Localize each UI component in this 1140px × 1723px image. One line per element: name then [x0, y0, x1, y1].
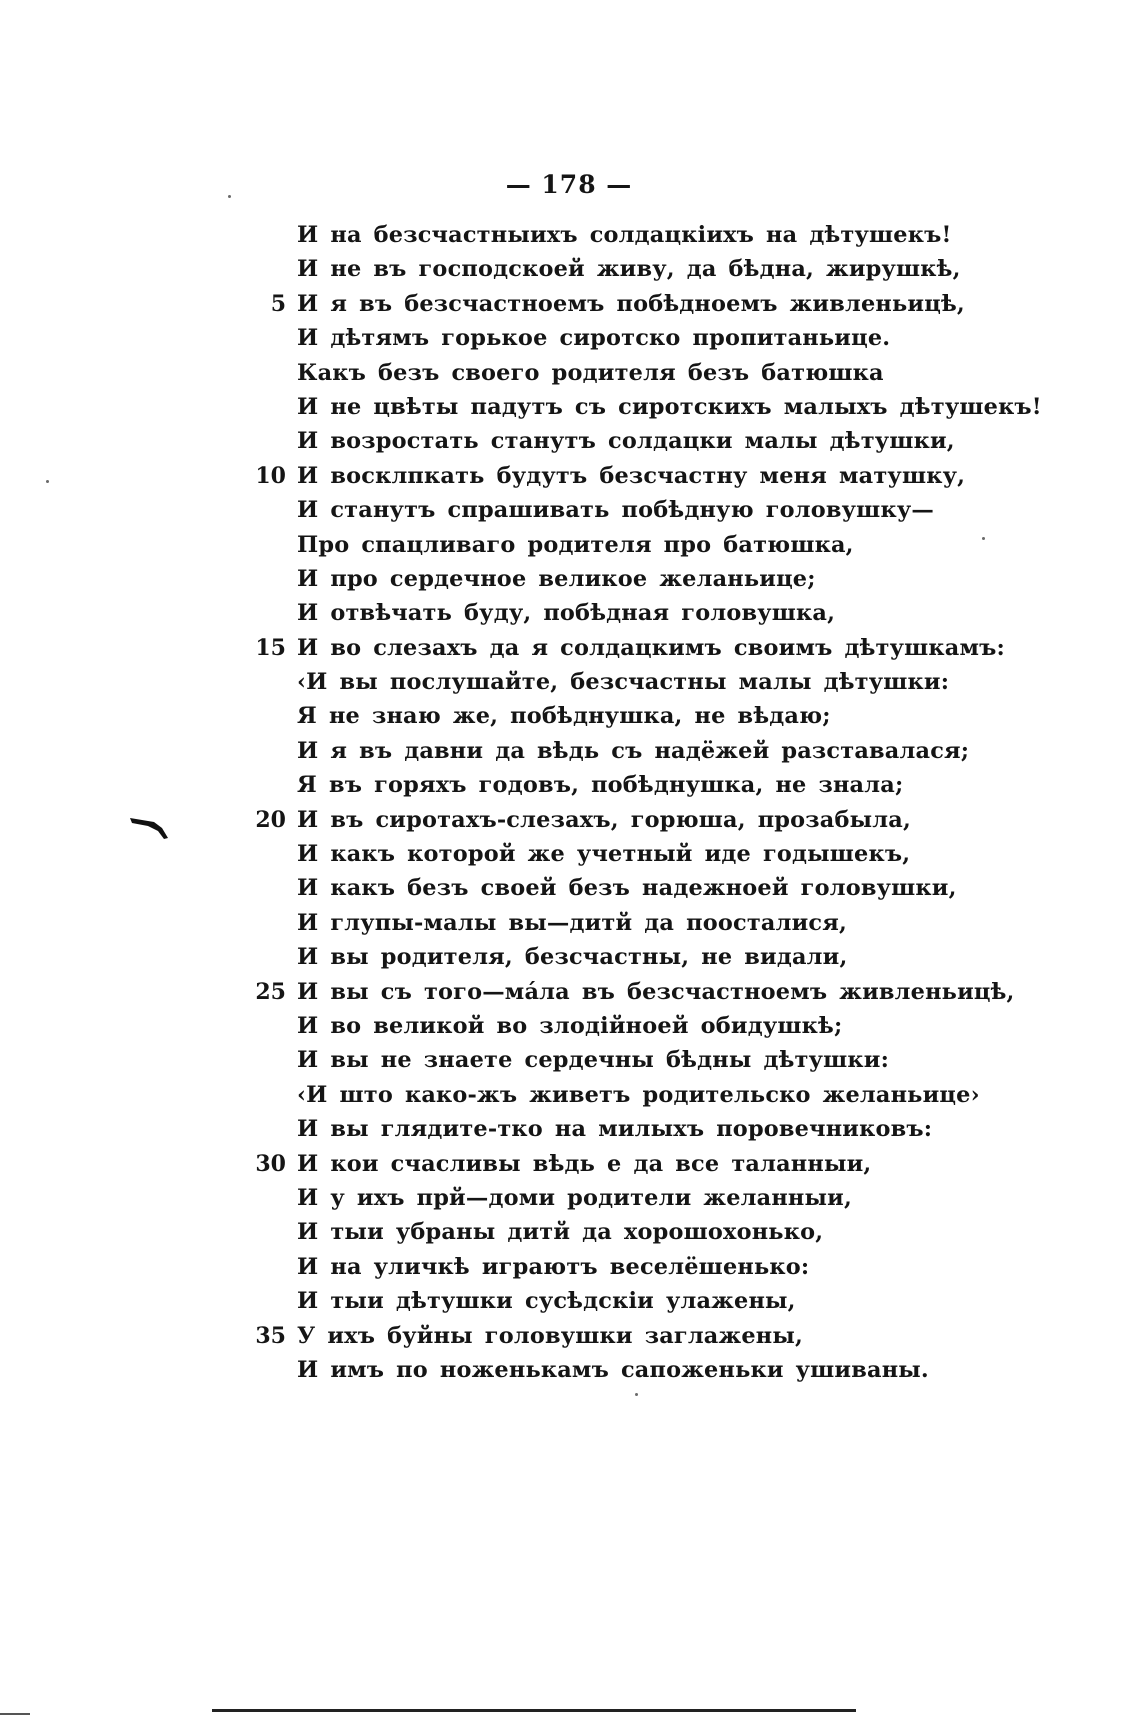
verse-text: И тыи дѣтушки сусѣдскiи улажены,: [297, 1288, 796, 1315]
verse-line: [0, 1250, 1140, 1284]
verse-text: И станутъ спрашивать побѣдную головушку—: [297, 497, 934, 524]
verse-line: [0, 665, 1140, 699]
verse-text: И восклпкать будутъ безсчастну меня матушку,: [297, 462, 966, 489]
verse-text: И во слезахъ да я солдацкимъ своимъ дѣтушкамъ:: [297, 634, 1005, 661]
verse-text: И я въ безсчастноемъ побѣдноемъ живленьицѣ,: [297, 290, 965, 317]
verse-text: У ихъ буйны головушки заглажены,: [297, 1322, 803, 1349]
verse-line: [0, 218, 1140, 252]
verse-line: [0, 1215, 1140, 1249]
verse-line: [0, 1009, 1140, 1043]
line-number: 15: [255, 634, 286, 661]
verse-line: [0, 562, 1140, 596]
verse-text: Про спацливаго родителя про батюшка,: [297, 531, 854, 558]
verse-line: [0, 390, 1140, 424]
verse-line: [0, 459, 1140, 493]
verse-text: И про сердечное великое желаньице;: [297, 565, 816, 592]
bottom-rule: [212, 1709, 856, 1712]
verse-line: [0, 321, 1140, 355]
verse-text: ‹И вы послушайте, безсчастны малы дѣтушки:: [297, 669, 950, 696]
verse-line: [0, 528, 1140, 562]
verse-line: [0, 631, 1140, 665]
verse-line: [0, 940, 1140, 974]
verse-text: И вы не знаете сердечны бѣдны дѣтушки:: [297, 1047, 890, 1074]
line-number: 25: [255, 978, 286, 1005]
verse-text: И я въ давни да вѣдь съ надёжей разставалася;: [297, 737, 970, 764]
scan-mark-icon: [128, 812, 178, 842]
verse-line: [0, 1043, 1140, 1077]
verse-line: [0, 906, 1140, 940]
verse-text: И въ сиротахъ-слезахъ, горюша, прозабыла,: [297, 806, 911, 833]
line-number: 30: [255, 1150, 286, 1177]
verse-text: И во великой во злодiйноей обидушкѣ;: [297, 1012, 843, 1039]
verse-line: [0, 734, 1140, 768]
verse-text: Я не знаю же, побѣднушка, не вѣдаю;: [297, 703, 831, 730]
verse-text: ‹И што како-жъ живетъ родительско желаньице›: [297, 1081, 980, 1108]
scan-speck: [982, 537, 985, 540]
verse-text: И на безсчастныихъ солдацкiихъ на дѣтушекъ!: [297, 222, 952, 248]
verse-text: И вы глядите-тко на милыхъ поровечниковъ:: [297, 1116, 933, 1143]
verse-text: И дѣтямъ горькое сиротско пропитаньице.: [297, 325, 891, 352]
verse-text: И отвѣчать буду, побѣдная головушка,: [297, 600, 836, 627]
scan-speck: [228, 195, 231, 198]
verse-text: И вы родителя, безсчастны, не видали,: [297, 944, 848, 971]
line-number: 5: [270, 290, 286, 317]
corner-mark: [0, 1713, 30, 1715]
verse-text: И какъ безъ своей безъ надежноей головушки,: [297, 875, 957, 902]
scan-speck: [46, 480, 49, 483]
verse-line: [0, 356, 1140, 390]
verse-line: [0, 699, 1140, 733]
verse-text: И у ихъ прй—доми родители желанныи,: [297, 1184, 852, 1211]
verse-line: [0, 975, 1140, 1009]
verse-text: И возростать станутъ солдацки малы дѣтушки,: [297, 428, 955, 455]
verse-line: [0, 1112, 1140, 1146]
verse-line: [0, 596, 1140, 630]
verse-line: [0, 1319, 1140, 1353]
verse-line: [0, 1284, 1140, 1318]
verse-text: И имъ по ноженькамъ сапоженьки ушиваны.: [297, 1356, 929, 1383]
verse-text: И тыи убраны дитй да хорошохонько,: [297, 1219, 824, 1246]
verse-text: И на уличкѣ играютъ веселёшенько:: [297, 1253, 810, 1280]
verse-line: [0, 424, 1140, 458]
verse-line: [0, 1353, 1140, 1387]
line-number: 20: [255, 806, 286, 833]
verse-text: И не цвѣты падутъ съ сиротскихъ малыхъ дѣтушекъ!: [297, 393, 1042, 420]
verse-line: [0, 768, 1140, 802]
page-number: — 178 —: [505, 170, 633, 199]
verse-text: Какъ безъ своего родителя безъ батюшка: [297, 359, 884, 386]
verse-text: И не въ господскоей живу, да бѣдна, жирушкѣ,: [297, 256, 961, 283]
verse-line: [0, 287, 1140, 321]
verse-block: [0, 218, 1140, 1387]
verse-line: [0, 837, 1140, 871]
line-number: 35: [255, 1322, 286, 1349]
verse-line: [0, 252, 1140, 286]
verse-line: [0, 871, 1140, 905]
verse-line: [0, 1078, 1140, 1112]
scan-speck: [635, 1393, 638, 1396]
verse-line: [0, 493, 1140, 527]
verse-text: И глупы-малы вы—дитй да поосталися,: [297, 909, 847, 936]
line-number: 10: [255, 462, 286, 489]
verse-line: [0, 1147, 1140, 1181]
verse-text: Я въ горяхъ годовъ, побѣднушка, не знала;: [297, 772, 904, 799]
verse-line: [0, 1181, 1140, 1215]
verse-text: И какъ которой же учетный иде годышекъ,: [297, 841, 911, 868]
verse-text: И кои счасливы вѣдь е да все таланныи,: [297, 1150, 872, 1177]
verse-text: И вы съ того—мáла въ безсчастноемъ живленьицѣ,: [297, 978, 1015, 1005]
